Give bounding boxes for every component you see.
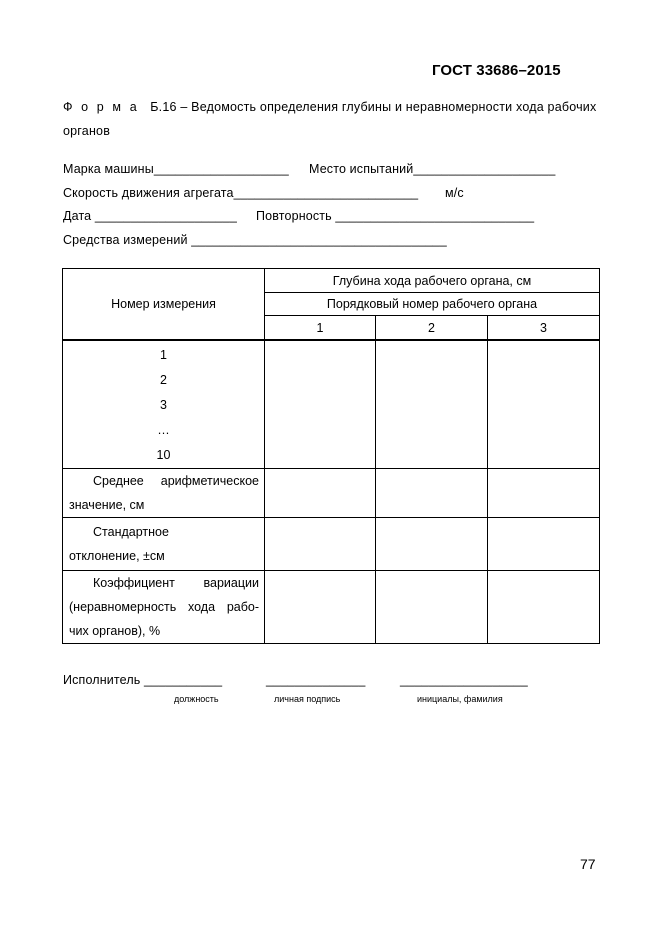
column-header: 3 [488,316,600,341]
data-cell [376,469,488,518]
field-speed: Скорость движения агрегата__________________________ [63,186,419,200]
data-cell [265,340,376,469]
form-word: Ф о р м а [63,100,140,114]
measurement-number: 2 [160,373,167,387]
data-cell [265,571,376,644]
field-date: Дата ____________________ [63,209,237,223]
executor-line: Исполнитель ___________ [63,673,223,687]
field-speed-unit: м/с [445,186,464,200]
mean-label [63,469,265,518]
column-header: 1 [265,316,376,341]
position-label: должность [174,694,219,704]
cv-label-line2: (неравномерность хода рабо- [69,600,259,614]
data-cell [265,518,376,571]
order-header: Порядковый номер рабочего органа [326,297,538,311]
measurement-number: 10 [156,448,171,462]
measurement-number: 1 [160,348,167,362]
data-cell [488,571,600,644]
field-place: Место испытаний____________________ [309,162,556,176]
form-title: Б.16 – Ведомость определения глубины и неравномерности хода рабочих [150,100,597,114]
cv-label-line3: чих органов), % [69,624,161,638]
measurement-number: … [157,423,170,437]
initials-label: инициалы, фамилия [417,694,503,704]
data-cell [376,571,488,644]
measurement-numbers [63,340,265,469]
mean-label-line1: Среднее арифметическое [93,474,259,488]
signature-line: ______________ [266,673,366,687]
data-cell [488,518,600,571]
data-cell [265,469,376,518]
measurement-table [62,268,600,644]
row-header: Номер измерения [111,297,216,311]
page-number: 77 [580,856,596,872]
column-header: 2 [376,316,488,341]
sign-label: личная подпись [274,694,341,704]
standard-number: ГОСТ 33686–2015 [432,62,561,79]
depth-header: Глубина хода рабочего органа, см [332,273,532,288]
initials-line: __________________ [400,673,528,687]
std-label [63,518,265,571]
row-header-cell [63,269,265,341]
field-machine: Марка машины___________________ [63,162,289,176]
data-cell [488,469,600,518]
cv-label-line1: Коэффициент вариации [93,576,259,590]
data-cell [376,340,488,469]
cv-label [63,571,265,644]
data-cell [488,340,600,469]
data-cell [376,518,488,571]
mean-label-line2: значение, см [69,498,145,512]
form-caption-line2: органов [63,124,111,138]
field-repeat: Повторность ____________________________ [256,209,535,223]
form-caption-line1 [63,100,596,114]
depth-header-cell [265,269,600,293]
order-header-cell [265,293,600,316]
std-label-line2: отклонение, ±см [69,549,165,563]
field-instruments: Средства измерений ____________________________________ [63,233,447,247]
measurement-number: 3 [160,398,167,412]
std-label-line1: Стандартное [93,525,169,539]
